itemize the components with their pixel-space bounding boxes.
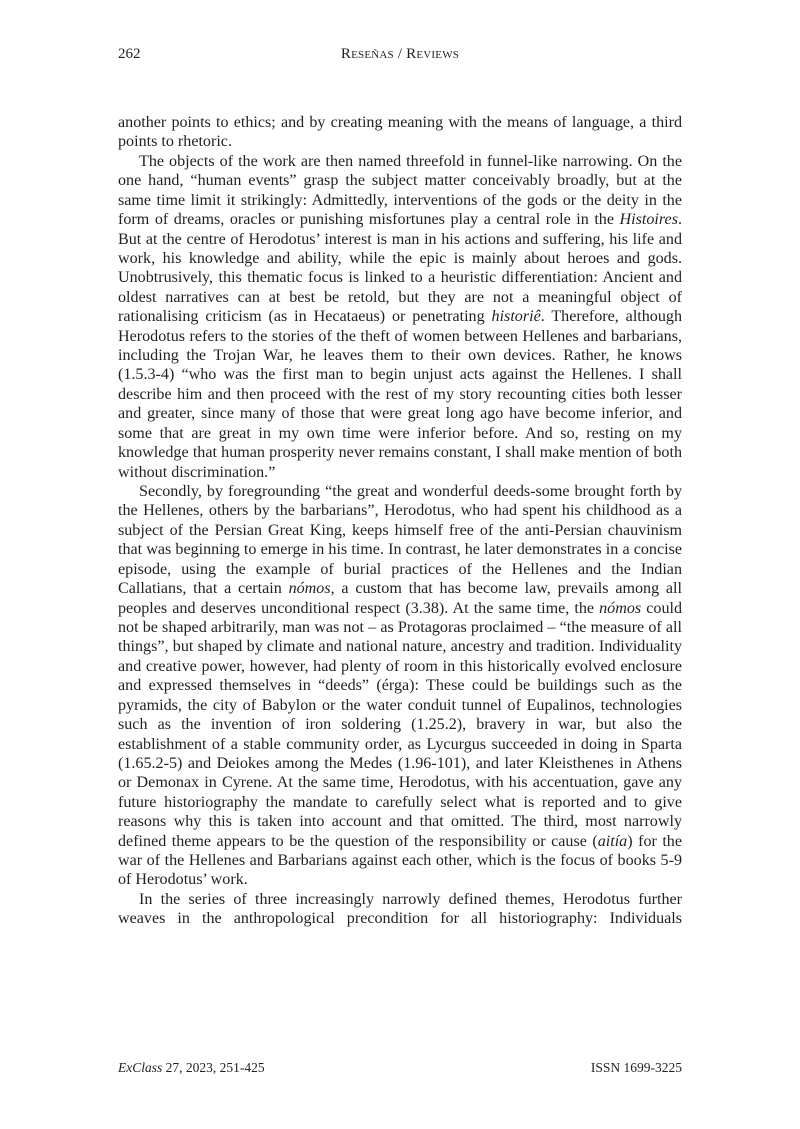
- paragraph-3-text-b: , a custom that has become law, prevails among all peoples and deserves unconditional respect (3.38). At the same time, the: [118, 580, 682, 617]
- page-footer: [118, 1060, 682, 1078]
- italic-term-histoires: Histoires: [619, 211, 678, 229]
- italic-term-nomos: nómos: [288, 580, 331, 598]
- issn: ISSN 1699-3225: [590, 1060, 682, 1075]
- journal-citation: [118, 1060, 265, 1076]
- running-head: [118, 46, 682, 66]
- italic-term-historie: historiê: [491, 308, 541, 326]
- paragraph-3-text-a: Secondly, by foregrounding “the great and wonderful deeds-some brought forth by the Hellenes, others by the barbarians”, Herodotus, who had spent his childhood as a subject of the Persian Great King, keeps himself free of the anti-Persian chauvinism that was beginning to emerge in his time. In contrast, he later demonstrates in a concise episode, using the example of burial practices of the Hellenes and the Indian Callatians, that a certain: [118, 483, 682, 598]
- body-text: [118, 113, 682, 929]
- paragraph-3-text-c: could not be shaped arbitrarily, man was not – as Protagoras proclaimed – “the measure of all things”, but shaped by climate and national nature, ancestry and tradition. Individuality and creative power, however, had plenty of room in this historically evolved enclosure and expressed themselves in “deeds” (érga): These could be buildings such as the pyramids, the city of Babylon or the water conduit tunnel of Eupalinos, technologies such as the invention of iron soldering (1.25.2), bravery in war, but also the establishment of a stable community order, as Lycurgus succeeded in doing in Sparta (1.65.2-5) and Deiokes among the Medes (1.96-101), and later Kleisthenes in Athens or Demonax in Cyrene. At the same time, Herodotus, with his accentuation, gave any future historiography the mandate to carefully select what is reported and to give reasons why this is taken into account and that omitted. The third, most narrowly defined theme appears to be the question of the responsibility or cause (: [118, 599, 683, 850]
- italic-term-nomos-2: nómos: [599, 599, 642, 617]
- paragraph-2-text-c: . Therefore, although Herodotus refers to the stories of the theft of women between Hellenes and barbarians, including the Trojan War, he leaves them to their own devices. Rather, he knows (1.5.3-4) “who was the first man to begin unjust acts against the Hellenes. I shall describe him and then proceed with the rest of my story recounting cities both lesser and greater, since many of those that were great long ago have become inferior, and some that are great in my own time were inferior before. And so, resting on my knowledge that human prosperity never remains constant, I shall make mention of both without discrimination.”: [118, 308, 682, 481]
- paragraph-4-text: In the series of three increasingly narrowly defined themes, Herodotus further weaves in the anthropological precondition for all historiography: Individuals: [118, 890, 682, 928]
- paragraph-1: [118, 113, 682, 152]
- running-title: Reseñas / Reviews: [340, 46, 460, 62]
- journal-volume-pages: 27, 2023, 251-425: [162, 1060, 265, 1075]
- journal-name: ExClass: [118, 1060, 163, 1075]
- paragraph-4: [118, 890, 682, 929]
- page-number: 262: [118, 46, 141, 62]
- paragraph-3-text-d: ) for the war of the Hellenes and Barbarians against each other, which is the focus of books 5-9 of Herodotus’ work.: [118, 832, 683, 889]
- italic-term-aitia: aitía: [597, 832, 628, 850]
- paragraph-3: [118, 482, 682, 890]
- paragraph-1-text: another points to ethics; and by creating meaning with the means of language, a third points to rhetoric.: [118, 114, 682, 151]
- paragraph-2-text-b: . But at the centre of Herodotus’ interest is man in his actions and suffering, his life and work, his knowledge and ability, while the epic is mainly about heroes and gods. Unobtrusively, this thematic focus is linked to a heuristic differentiation: Ancient and oldest narratives can at best be retold, but they are not a meaningful object of rationalising criticism (as in Hecataeus) or penetrating: [118, 211, 682, 326]
- paragraph-2-text-a: The objects of the work are then named threefold in funnel-like narrowing. On the one hand, “human events” grasp the subject matter conceivably broadly, but at the same time limit it strikingly: Admittedly, interventions of the gods or the deity in the form of dreams, oracles or punishing misfortunes play a central role in the: [118, 152, 682, 229]
- paragraph-2: [118, 152, 682, 482]
